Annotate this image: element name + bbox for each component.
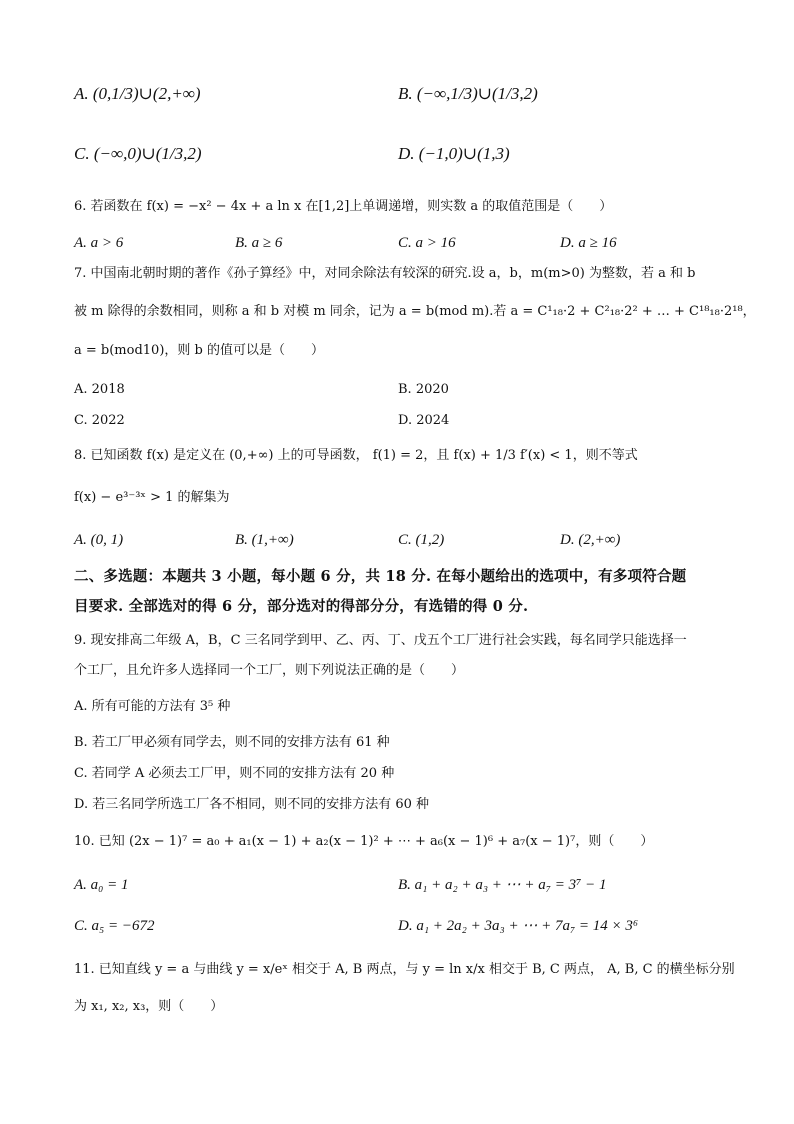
section-2-heading: 二、多选题：本题共 3 小题，每小题 6 分，共 18 分. 在每小题给出的选项中，有多项符合题 [74,568,687,585]
q10-option-a: A. a₀ = 1 [74,877,129,893]
q5-option-c: C. (−∞,0)∪(1/3,2) [74,144,202,163]
section-2-instructions: 目要求. 全部选对的得 6 分，部分选对的得部分分，有选错的得 0 分. [74,598,529,615]
q8-line-2: f(x) − e³⁻³ˣ > 1 的解集为 [74,490,230,505]
q9-line-2: 个工厂，且允许多人选择同一个工厂，则下列说法正确的是（ ） [74,663,465,678]
q6-stem: 6. 若函数在 f(x) = −x² − 4x + a ln x 在[1,2]上单调递增，则实数 a 的取值范围是（ ） [74,199,613,214]
q5-option-d: D. (−1,0)∪(1,3) [398,144,510,163]
q9-option-b: B. 若工厂甲必须有同学去，则不同的安排方法有 61 种 [74,735,390,750]
q10-option-b: B. a₁ + a₂ + a₃ + ⋯ + a₇ = 3⁷ − 1 [398,877,607,893]
q7-option-a: A. 2018 [74,382,125,397]
q10-option-d: D. a₁ + 2a₂ + 3a₃ + ⋯ + 7a₇ = 14 × 3⁶ [398,918,639,934]
q7-line-3: a = b(mod10)，则 b 的值可以是（ ） [74,343,324,358]
q11-line-2: 为 x₁, x₂, x₃，则（ ） [74,999,224,1014]
q7-option-d: D. 2024 [398,413,450,428]
q7-option-b: B. 2020 [398,382,449,397]
q9-line-1: 9. 现安排高二年级 A，B，C 三名同学到甲、乙、丙、丁、戊五个工厂进行社会实践，每名同学只能选择一 [74,633,687,648]
q11-line-1: 11. 已知直线 y = a 与曲线 y = x/eˣ 相交于 A, B 两点，与 y = ln x/x 相交于 B, C 两点， A, B, C 的横坐标分别 [74,962,735,977]
q10-option-c: C. a₅ = −672 [74,918,155,934]
q6-option-b: B. a ≥ 6 [235,235,283,251]
q9-option-d: D. 若三名同学所选工厂各不相同，则不同的安排方法有 60 种 [74,797,430,812]
q7-option-c: C. 2022 [74,413,125,428]
q8-option-b: B. (1,+∞) [235,532,294,548]
q8-option-a: A. (0, 1) [74,532,124,548]
q8-option-c: C. (1,2) [398,532,445,548]
q6-option-a: A. a > 6 [74,235,124,251]
q7-line-2: 被 m 除得的余数相同，则称 a 和 b 对模 m 同余，记为 a = b(mod m).若 a = C¹₁₈·2 + C²₁₈·2² + … + C¹⁸₁₈·2¹⁸， [74,304,756,319]
q9-option-c: C. 若同学 A 必须去工厂甲，则不同的安排方法有 20 种 [74,766,395,781]
q7-line-1: 7. 中国南北朝时期的著作《孙子算经》中，对同余除法有较深的研究.设 a，b，m(m>0) 为整数，若 a 和 b [74,266,696,281]
q8-line-1: 8. 已知函数 f(x) 是定义在 (0,+∞) 上的可导函数， f(1) = 2，且 f(x) + 1/3 f′(x) < 1，则不等式 [74,448,638,463]
q6-option-c: C. a > 16 [398,235,456,251]
q5-option-a: A. (0,1/3)∪(2,+∞) [74,84,201,103]
q6-option-d: D. a ≥ 16 [560,235,617,251]
q9-option-a: A. 所有可能的方法有 3⁵ 种 [74,699,231,714]
q10-stem: 10. 已知 (2x − 1)⁷ = a₀ + a₁(x − 1) + a₂(x − 1)² + ⋯ + a₆(x − 1)⁶ + a₇(x − 1)⁷，则（ ） [74,834,654,849]
q5-option-b: B. (−∞,1/3)∪(1/3,2) [398,84,538,103]
q8-option-d: D. (2,+∞) [560,532,621,548]
